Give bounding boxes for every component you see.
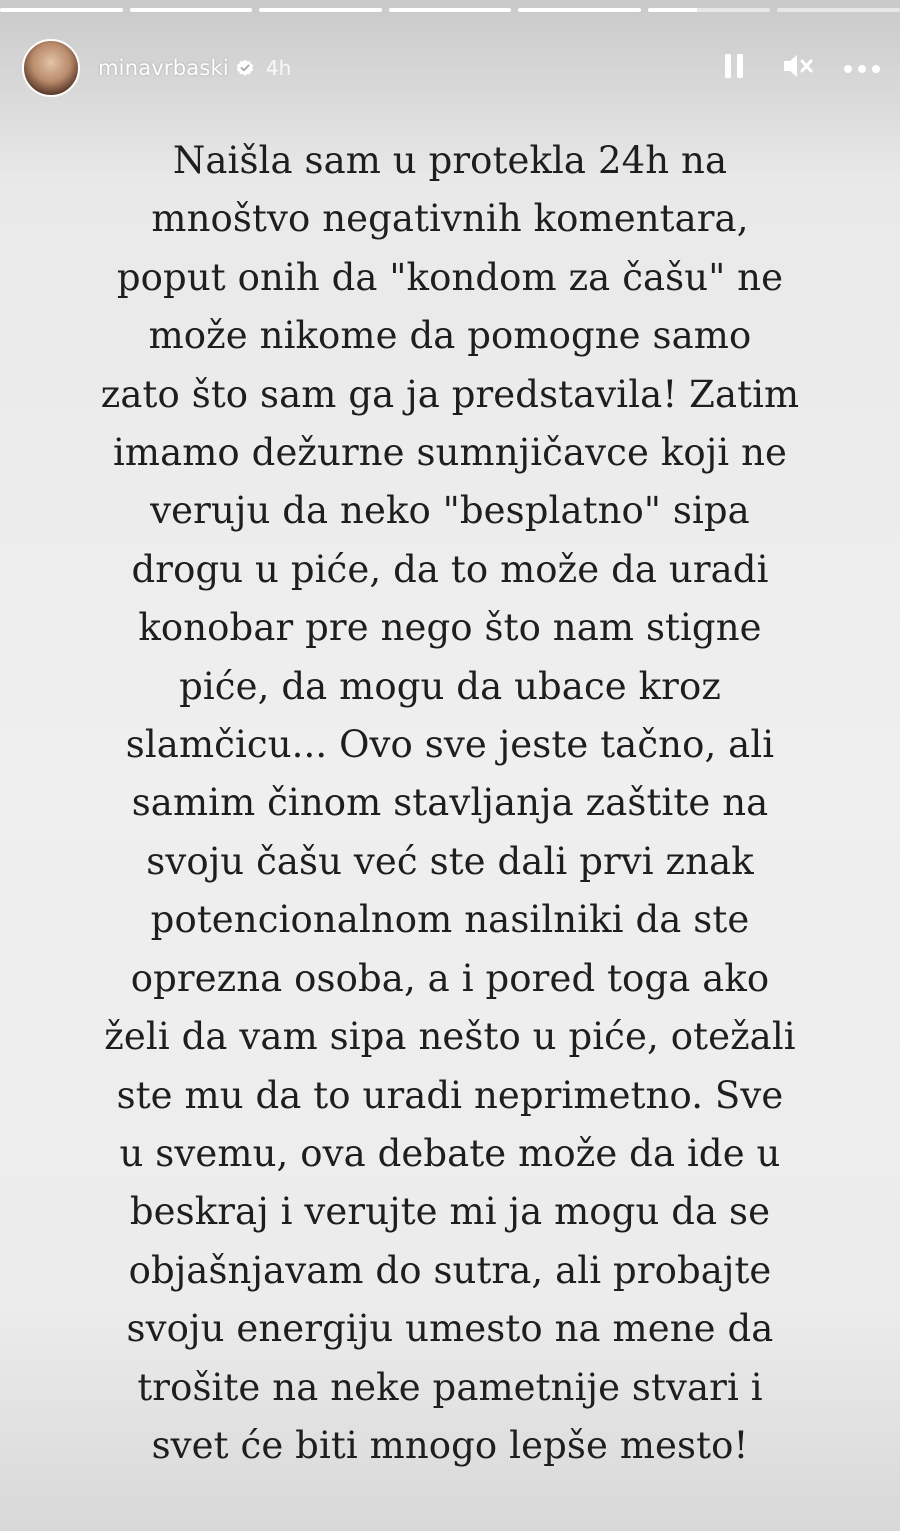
progress-fill: [259, 8, 382, 12]
story-text-line: svoju energiju umesto na mene da: [126, 1307, 774, 1351]
progress-segment: [389, 8, 512, 12]
pause-icon: [723, 53, 745, 83]
story-text-line: samim činom stavljanja zaštite na: [131, 781, 769, 825]
story-text-line: ste mu da to uradi neprimetno. Sve: [116, 1073, 784, 1117]
story-header: [22, 38, 880, 98]
story-text-line: može nikome da pomogne samo: [148, 314, 752, 358]
progress-segment: [777, 8, 900, 12]
progress-fill: [389, 8, 512, 12]
story-text-line: svet će biti mnogo lepše mesto!: [151, 1423, 749, 1467]
progress-fill: [0, 8, 123, 12]
story-text-line: želi da vam sipa nešto u piće, otežali: [104, 1015, 796, 1059]
more-options-button[interactable]: [844, 50, 880, 86]
story-text-line: zato što sam ga ja predstavila! Zatim: [100, 372, 800, 416]
verified-badge-icon: [236, 59, 254, 77]
story-controls: [716, 50, 880, 86]
story-text-line: u svemu, ova debate može da ide u: [119, 1131, 781, 1175]
story-text-line: piće, da mogu da ubace kroz: [179, 664, 721, 708]
pause-button[interactable]: [716, 50, 752, 86]
progress-segment: [518, 8, 641, 12]
story-progress-bars: [0, 8, 900, 12]
story-text-line: beskraj i verujte mi ja mogu da se: [129, 1190, 771, 1234]
mute-button[interactable]: [780, 50, 816, 86]
progress-fill: [648, 8, 697, 12]
story-text-line: mnoštvo negativnih komentara,: [151, 197, 749, 241]
story-text-line: veruju da neko "besplatno" sipa: [150, 489, 750, 533]
story-text-line: poput onih da "kondom za čašu" ne: [116, 255, 784, 299]
story-text-line: Naišla sam u protekla 24h na: [172, 139, 728, 182]
story-text: [40, 132, 860, 1475]
story-text-line: oprezna osoba, a i pored toga ako: [130, 956, 770, 1000]
speaker-muted-icon: [782, 52, 814, 84]
story-text-line: imamo dežurne sumnjičavce koji ne: [112, 431, 788, 475]
progress-fill: [518, 8, 641, 12]
avatar[interactable]: [22, 39, 80, 97]
story-text-line: svoju čašu već ste dali prvi znak: [146, 839, 754, 883]
progress-fill: [130, 8, 253, 12]
progress-segment: [130, 8, 253, 12]
progress-segment: [259, 8, 382, 12]
story-text-line: objašnjavam do sutra, ali probajte: [128, 1248, 772, 1292]
username[interactable]: minavrbaski: [98, 56, 229, 80]
story-time: 4h: [265, 56, 292, 80]
story-text-line: trošite na neke pametnije stvari i: [137, 1365, 763, 1409]
story-text-line: drogu u piće, da to može da uradi: [131, 547, 769, 591]
story-text-line: slamčicu... Ovo sve jeste tačno, ali: [125, 723, 775, 767]
progress-segment: [648, 8, 771, 12]
progress-segment: [0, 8, 123, 12]
story-text-line: potencionalnom nasilniki da ste: [150, 898, 750, 942]
more-options-icon: [843, 59, 881, 78]
story-text-line: konobar pre nego što nam stigne: [138, 606, 762, 650]
